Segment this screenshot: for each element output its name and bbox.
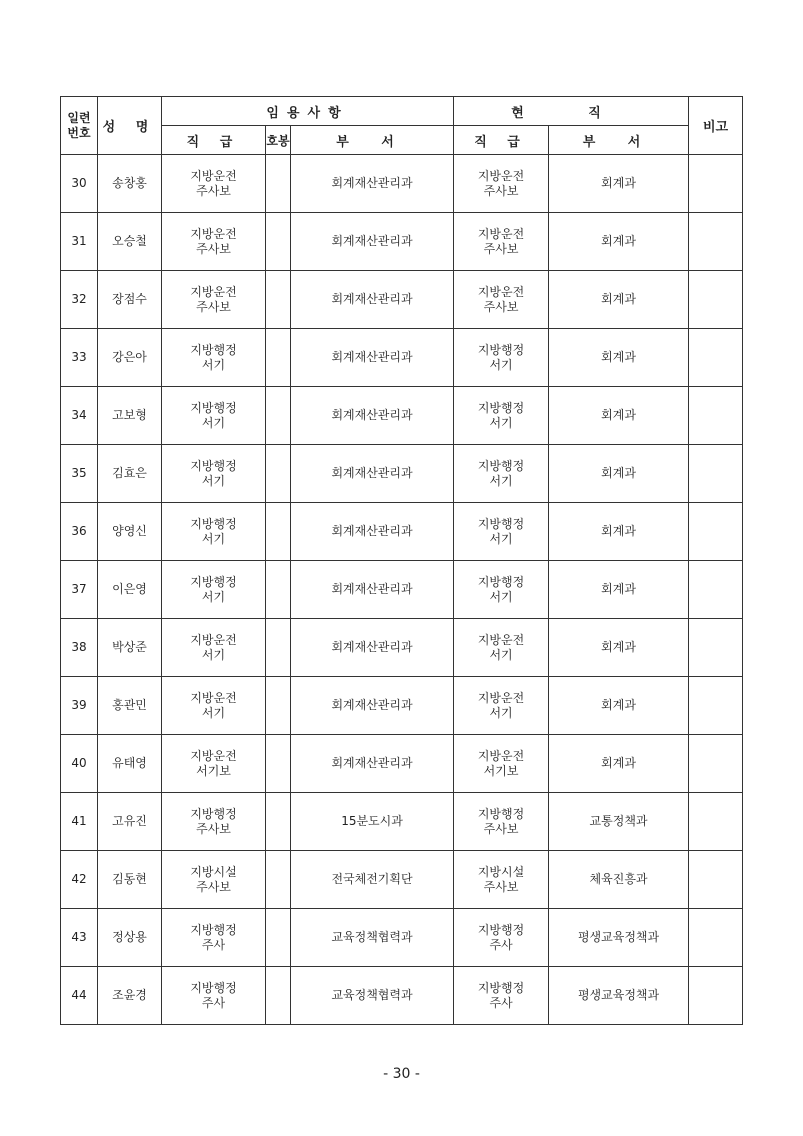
cur-dept-cell: 회계과: [549, 561, 689, 619]
appt-dept-cell: 회계재산관리과: [291, 271, 454, 329]
rank-line: 주사보: [483, 241, 519, 256]
rank-line: 지방행정: [190, 922, 237, 937]
appt-dept-cell: 회계재산관리과: [291, 561, 454, 619]
name-cell: 조윤경: [98, 967, 162, 1025]
appt-step-cell: [266, 155, 291, 213]
rank-line: 지방행정: [190, 980, 237, 995]
appt-step-cell: [266, 619, 291, 677]
rank-line: 지방행정: [477, 516, 525, 531]
rank-line: 주사보: [196, 183, 231, 198]
rank-line: 서기: [489, 647, 513, 662]
header-cur-rank: 직 급: [454, 126, 549, 155]
table-body: [61, 155, 743, 1025]
remarks-cell: [689, 793, 743, 851]
cur-rank-cell: [454, 793, 549, 851]
serial-cell: 43: [61, 909, 98, 967]
remarks-cell: [689, 445, 743, 503]
rank-line: 지방운전: [190, 632, 237, 647]
remarks-cell: [689, 387, 743, 445]
rank-line: 서기: [489, 705, 513, 720]
cur-rank-cell: [454, 561, 549, 619]
remarks-cell: [689, 735, 743, 793]
rank-line: 주사: [201, 937, 226, 952]
serial-cell: 32: [61, 271, 98, 329]
appt-step-cell: [266, 735, 291, 793]
name-cell: 박상준: [98, 619, 162, 677]
rank-line: 주사보: [483, 879, 519, 894]
remarks-cell: [689, 329, 743, 387]
remarks-cell: [689, 619, 743, 677]
cur-rank-cell: [454, 329, 549, 387]
appt-rank-cell: [162, 561, 266, 619]
appt-rank-cell: [162, 619, 266, 677]
name-cell: 장점수: [98, 271, 162, 329]
cur-dept-cell: 회계과: [549, 155, 689, 213]
rank-line: 지방운전: [477, 748, 525, 763]
appt-dept-cell: 회계재산관리과: [291, 387, 454, 445]
table-row: [61, 213, 743, 271]
appt-rank-cell: [162, 735, 266, 793]
rank-line: 서기보: [196, 763, 231, 778]
table-row: [61, 271, 743, 329]
appt-dept-cell: 교육정책협력과: [291, 909, 454, 967]
table-row: [61, 909, 743, 967]
appt-dept-cell: 회계재산관리과: [291, 445, 454, 503]
cur-rank-cell: [454, 271, 549, 329]
serial-cell: 33: [61, 329, 98, 387]
header-name: 성 명: [98, 97, 162, 155]
appt-rank-cell: [162, 793, 266, 851]
serial-cell: 34: [61, 387, 98, 445]
appt-step-cell: [266, 213, 291, 271]
cur-dept-cell: 회계과: [549, 387, 689, 445]
name-cell: 고보형: [98, 387, 162, 445]
header-current-position: 현 직: [454, 97, 689, 126]
header-cur-dept: 부 서: [549, 126, 689, 155]
rank-line: 지방행정: [477, 400, 525, 415]
name-cell: 양영신: [98, 503, 162, 561]
table-row: [61, 851, 743, 909]
serial-cell: 44: [61, 967, 98, 1025]
rank-line: 지방운전: [190, 226, 237, 241]
cur-rank-cell: [454, 967, 549, 1025]
cur-rank-cell: [454, 619, 549, 677]
name-cell: 정상용: [98, 909, 162, 967]
rank-line: 지방행정: [190, 806, 237, 821]
rank-line: 지방운전: [477, 226, 525, 241]
table-row: [61, 735, 743, 793]
rank-line: 주사보: [483, 299, 519, 314]
rank-line: 주사보: [483, 821, 519, 836]
appt-step-cell: [266, 503, 291, 561]
serial-cell: 30: [61, 155, 98, 213]
cur-rank-cell: [454, 735, 549, 793]
name-cell: 김효은: [98, 445, 162, 503]
rank-line: 서기: [489, 473, 513, 488]
rank-line: 서기: [489, 415, 513, 430]
rank-line: 지방행정: [477, 574, 525, 589]
rank-line: 주사보: [196, 821, 231, 836]
cur-dept-cell: 회계과: [549, 329, 689, 387]
rank-line: 주사보: [196, 879, 231, 894]
name-cell: 강은아: [98, 329, 162, 387]
rank-line: 주사: [489, 995, 513, 1010]
cur-dept-cell: 평생교육정책과: [549, 909, 689, 967]
appt-rank-cell: [162, 967, 266, 1025]
cur-dept-cell: 평생교육정책과: [549, 967, 689, 1025]
serial-cell: 31: [61, 213, 98, 271]
serial-cell: 41: [61, 793, 98, 851]
table-row: [61, 329, 743, 387]
header-appt-dept: 부 서: [291, 126, 454, 155]
rank-line: 지방운전: [190, 690, 237, 705]
appt-rank-cell: [162, 851, 266, 909]
cur-rank-cell: [454, 445, 549, 503]
serial-cell: 42: [61, 851, 98, 909]
appt-step-cell: [266, 271, 291, 329]
cur-rank-cell: [454, 503, 549, 561]
rank-line: 서기: [201, 531, 226, 546]
cur-dept-cell: 회계과: [549, 445, 689, 503]
remarks-cell: [689, 213, 743, 271]
appt-step-cell: [266, 329, 291, 387]
table-row: [61, 793, 743, 851]
rank-line: 지방행정: [190, 458, 237, 473]
appt-dept-cell: 회계재산관리과: [291, 213, 454, 271]
cur-rank-cell: [454, 677, 549, 735]
table-row: [61, 445, 743, 503]
remarks-cell: [689, 503, 743, 561]
appt-rank-cell: [162, 155, 266, 213]
name-cell: 오승철: [98, 213, 162, 271]
cur-dept-cell: 회계과: [549, 503, 689, 561]
rank-line: 지방행정: [190, 342, 237, 357]
table-row: [61, 387, 743, 445]
rank-line: 서기: [201, 357, 226, 372]
rank-line: 지방운전: [190, 168, 237, 183]
rank-line: 지방시설: [190, 864, 237, 879]
rank-line: 지방운전: [477, 690, 525, 705]
appt-dept-cell: 전국체전기획단: [291, 851, 454, 909]
name-cell: 고유진: [98, 793, 162, 851]
appt-dept-cell: 교육정책협력과: [291, 967, 454, 1025]
cur-dept-cell: 회계과: [549, 213, 689, 271]
remarks-cell: [689, 967, 743, 1025]
cur-rank-cell: [454, 387, 549, 445]
rank-line: 지방운전: [190, 748, 237, 763]
appt-dept-cell: 회계재산관리과: [291, 329, 454, 387]
header-appointment: 임용사항: [162, 97, 454, 126]
name-cell: 이은영: [98, 561, 162, 619]
appt-rank-cell: [162, 503, 266, 561]
cur-dept-cell: 회계과: [549, 735, 689, 793]
table-row: [61, 561, 743, 619]
table-row: [61, 619, 743, 677]
cur-rank-cell: [454, 909, 549, 967]
name-cell: 송창홍: [98, 155, 162, 213]
header-remarks: 비고: [689, 97, 743, 155]
appt-step-cell: [266, 677, 291, 735]
appt-rank-cell: [162, 329, 266, 387]
remarks-cell: [689, 851, 743, 909]
table-row: [61, 155, 743, 213]
cur-dept-cell: 교통정책과: [549, 793, 689, 851]
appt-step-cell: [266, 561, 291, 619]
page-number: - 30 -: [383, 1066, 420, 1082]
rank-line: 지방행정: [477, 342, 525, 357]
appt-dept-cell: 15분도시과: [291, 793, 454, 851]
remarks-cell: [689, 271, 743, 329]
header-serial: 일련 번호: [61, 97, 98, 155]
appt-rank-cell: [162, 387, 266, 445]
header-appt-rank: 직 급: [162, 126, 266, 155]
appt-dept-cell: 회계재산관리과: [291, 155, 454, 213]
appt-rank-cell: [162, 213, 266, 271]
rank-line: 서기: [201, 589, 226, 604]
name-cell: 홍관민: [98, 677, 162, 735]
rank-line: 지방행정: [477, 922, 525, 937]
table-row: [61, 967, 743, 1025]
remarks-cell: [689, 561, 743, 619]
rank-line: 지방행정: [190, 574, 237, 589]
rank-line: 서기: [201, 647, 226, 662]
table-header: [61, 97, 743, 155]
appt-step-cell: [266, 851, 291, 909]
serial-cell: 36: [61, 503, 98, 561]
appt-dept-cell: 회계재산관리과: [291, 677, 454, 735]
cur-rank-cell: [454, 155, 549, 213]
rank-line: 지방행정: [477, 806, 525, 821]
appt-rank-cell: [162, 677, 266, 735]
rank-line: 서기: [489, 531, 513, 546]
rank-line: 지방행정: [477, 980, 525, 995]
rank-line: 서기: [489, 589, 513, 604]
appt-rank-cell: [162, 271, 266, 329]
rank-line: 지방시설: [477, 864, 525, 879]
rank-line: 주사: [201, 995, 226, 1010]
appt-dept-cell: 회계재산관리과: [291, 503, 454, 561]
cur-dept-cell: 회계과: [549, 271, 689, 329]
table-row: [61, 677, 743, 735]
cur-dept-cell: 회계과: [549, 677, 689, 735]
rank-line: 서기: [201, 415, 226, 430]
appt-step-cell: [266, 445, 291, 503]
rank-line: 주사보: [483, 183, 519, 198]
rank-line: 주사: [489, 937, 513, 952]
rank-line: 지방운전: [190, 284, 237, 299]
cur-dept-cell: 체육진흥과: [549, 851, 689, 909]
appt-step-cell: [266, 967, 291, 1025]
appt-dept-cell: 회계재산관리과: [291, 619, 454, 677]
rank-line: 지방운전: [477, 168, 525, 183]
rank-line: 주사보: [196, 241, 231, 256]
serial-cell: 37: [61, 561, 98, 619]
cur-rank-cell: [454, 213, 549, 271]
remarks-cell: [689, 909, 743, 967]
appt-rank-cell: [162, 909, 266, 967]
appt-step-cell: [266, 793, 291, 851]
rank-line: 지방운전: [477, 284, 525, 299]
serial-cell: 39: [61, 677, 98, 735]
remarks-cell: [689, 155, 743, 213]
table-row: [61, 503, 743, 561]
appt-step-cell: [266, 387, 291, 445]
header-appt-step: 호봉: [266, 126, 291, 155]
rank-line: 주사보: [196, 299, 231, 314]
remarks-cell: [689, 677, 743, 735]
rank-line: 서기: [201, 705, 226, 720]
rank-line: 서기보: [483, 763, 519, 778]
serial-cell: 35: [61, 445, 98, 503]
rank-line: 서기: [489, 357, 513, 372]
appointment-table: [60, 96, 743, 1025]
rank-line: 지방운전: [477, 632, 525, 647]
rank-line: 서기: [201, 473, 226, 488]
name-cell: 유태영: [98, 735, 162, 793]
appt-step-cell: [266, 909, 291, 967]
rank-line: 지방행정: [477, 458, 525, 473]
serial-cell: 38: [61, 619, 98, 677]
cur-rank-cell: [454, 851, 549, 909]
serial-cell: 40: [61, 735, 98, 793]
rank-line: 지방행정: [190, 516, 237, 531]
rank-line: 지방행정: [190, 400, 237, 415]
appt-dept-cell: 회계재산관리과: [291, 735, 454, 793]
name-cell: 김동현: [98, 851, 162, 909]
cur-dept-cell: 회계과: [549, 619, 689, 677]
appt-rank-cell: [162, 445, 266, 503]
